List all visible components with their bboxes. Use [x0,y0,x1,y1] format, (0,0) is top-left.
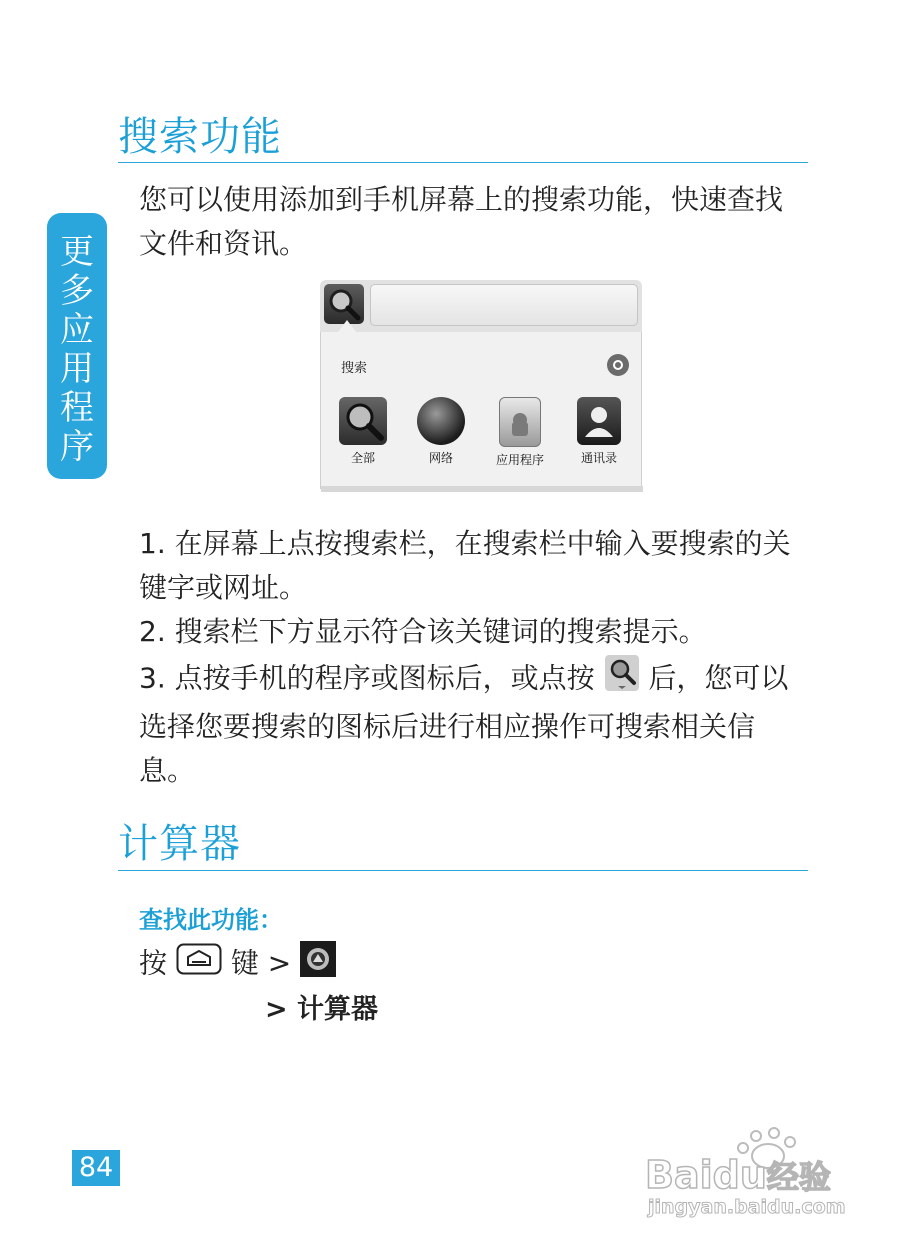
step-3-text-after: 后，您可以选择您要搜索的图标后进行相应操作可搜索相关信息。 [139,661,789,787]
android-app-icon [499,397,541,447]
side-tab-char: 应 [60,310,94,350]
key-suffix-text: 键 > [230,946,292,980]
search-bar [320,280,642,332]
page-number: 84 [72,1150,120,1186]
watermark-url: jingyan.baidu.com [648,1196,846,1218]
watermark-product: 经验 [766,1158,831,1196]
source-all[interactable] [326,397,400,466]
side-tab-char: 更 [60,232,94,272]
source-label: 通讯录 [580,451,617,465]
watermark-brand-du: du [712,1153,767,1197]
panel-bottom-edge [321,486,643,492]
search-source-panel [320,332,642,489]
side-tab-char: 序 [60,427,94,467]
step-3 [139,654,809,793]
magnifier-icon [339,397,387,445]
search-button[interactable] [324,284,364,324]
navigation-path-end: > 计算器 [265,994,379,1025]
baidu-watermark [640,1120,860,1230]
press-text: 按 [139,946,168,980]
side-tab-char: 多 [60,271,94,311]
step-2: 2. 搜索栏下方显示符合该关键词的搜索提示。 [139,615,707,648]
search-widget-screenshot [320,280,642,489]
globe-icon [417,397,465,445]
search-key-icon [604,654,640,705]
side-tab-char: 用 [60,349,94,389]
contacts-icon [577,397,621,445]
title-underline [118,870,808,871]
title-underline [118,162,808,163]
step-3-text-before: 3. 点按手机的程序或图标后，或点按 [139,661,604,695]
settings-icon[interactable] [607,354,629,376]
chapter-side-tab [47,213,107,479]
step-1: 1. 在屏幕上点按搜索栏，在搜索栏中输入要搜索的关键字或网址。 [139,527,791,604]
home-key-icon [176,943,222,986]
section-title-calculator: 计算器 [118,821,241,867]
source-contacts[interactable] [562,397,636,466]
side-tab-char: 程 [60,388,94,428]
magnifier-icon [324,284,364,324]
section-title-search: 搜索功能 [118,114,282,160]
source-label: 应用程序 [495,453,544,467]
watermark-brand [645,1152,831,1198]
panel-label: 搜索 [341,361,368,376]
intro-paragraph: 您可以使用添加到手机屏幕上的搜索功能，快速查找文件和资讯。 [139,183,784,260]
source-label: 全部 [350,451,375,465]
watermark-brand-bai: Bai [645,1153,713,1197]
source-web[interactable] [404,397,478,466]
find-feature-label: 查找此功能： [139,906,283,934]
source-apps[interactable] [483,397,557,468]
navigation-instruction [139,941,336,988]
app-launcher-icon [300,941,336,988]
panel-pointer [338,320,356,332]
source-label: 网络 [428,451,453,465]
search-input[interactable] [370,284,638,326]
